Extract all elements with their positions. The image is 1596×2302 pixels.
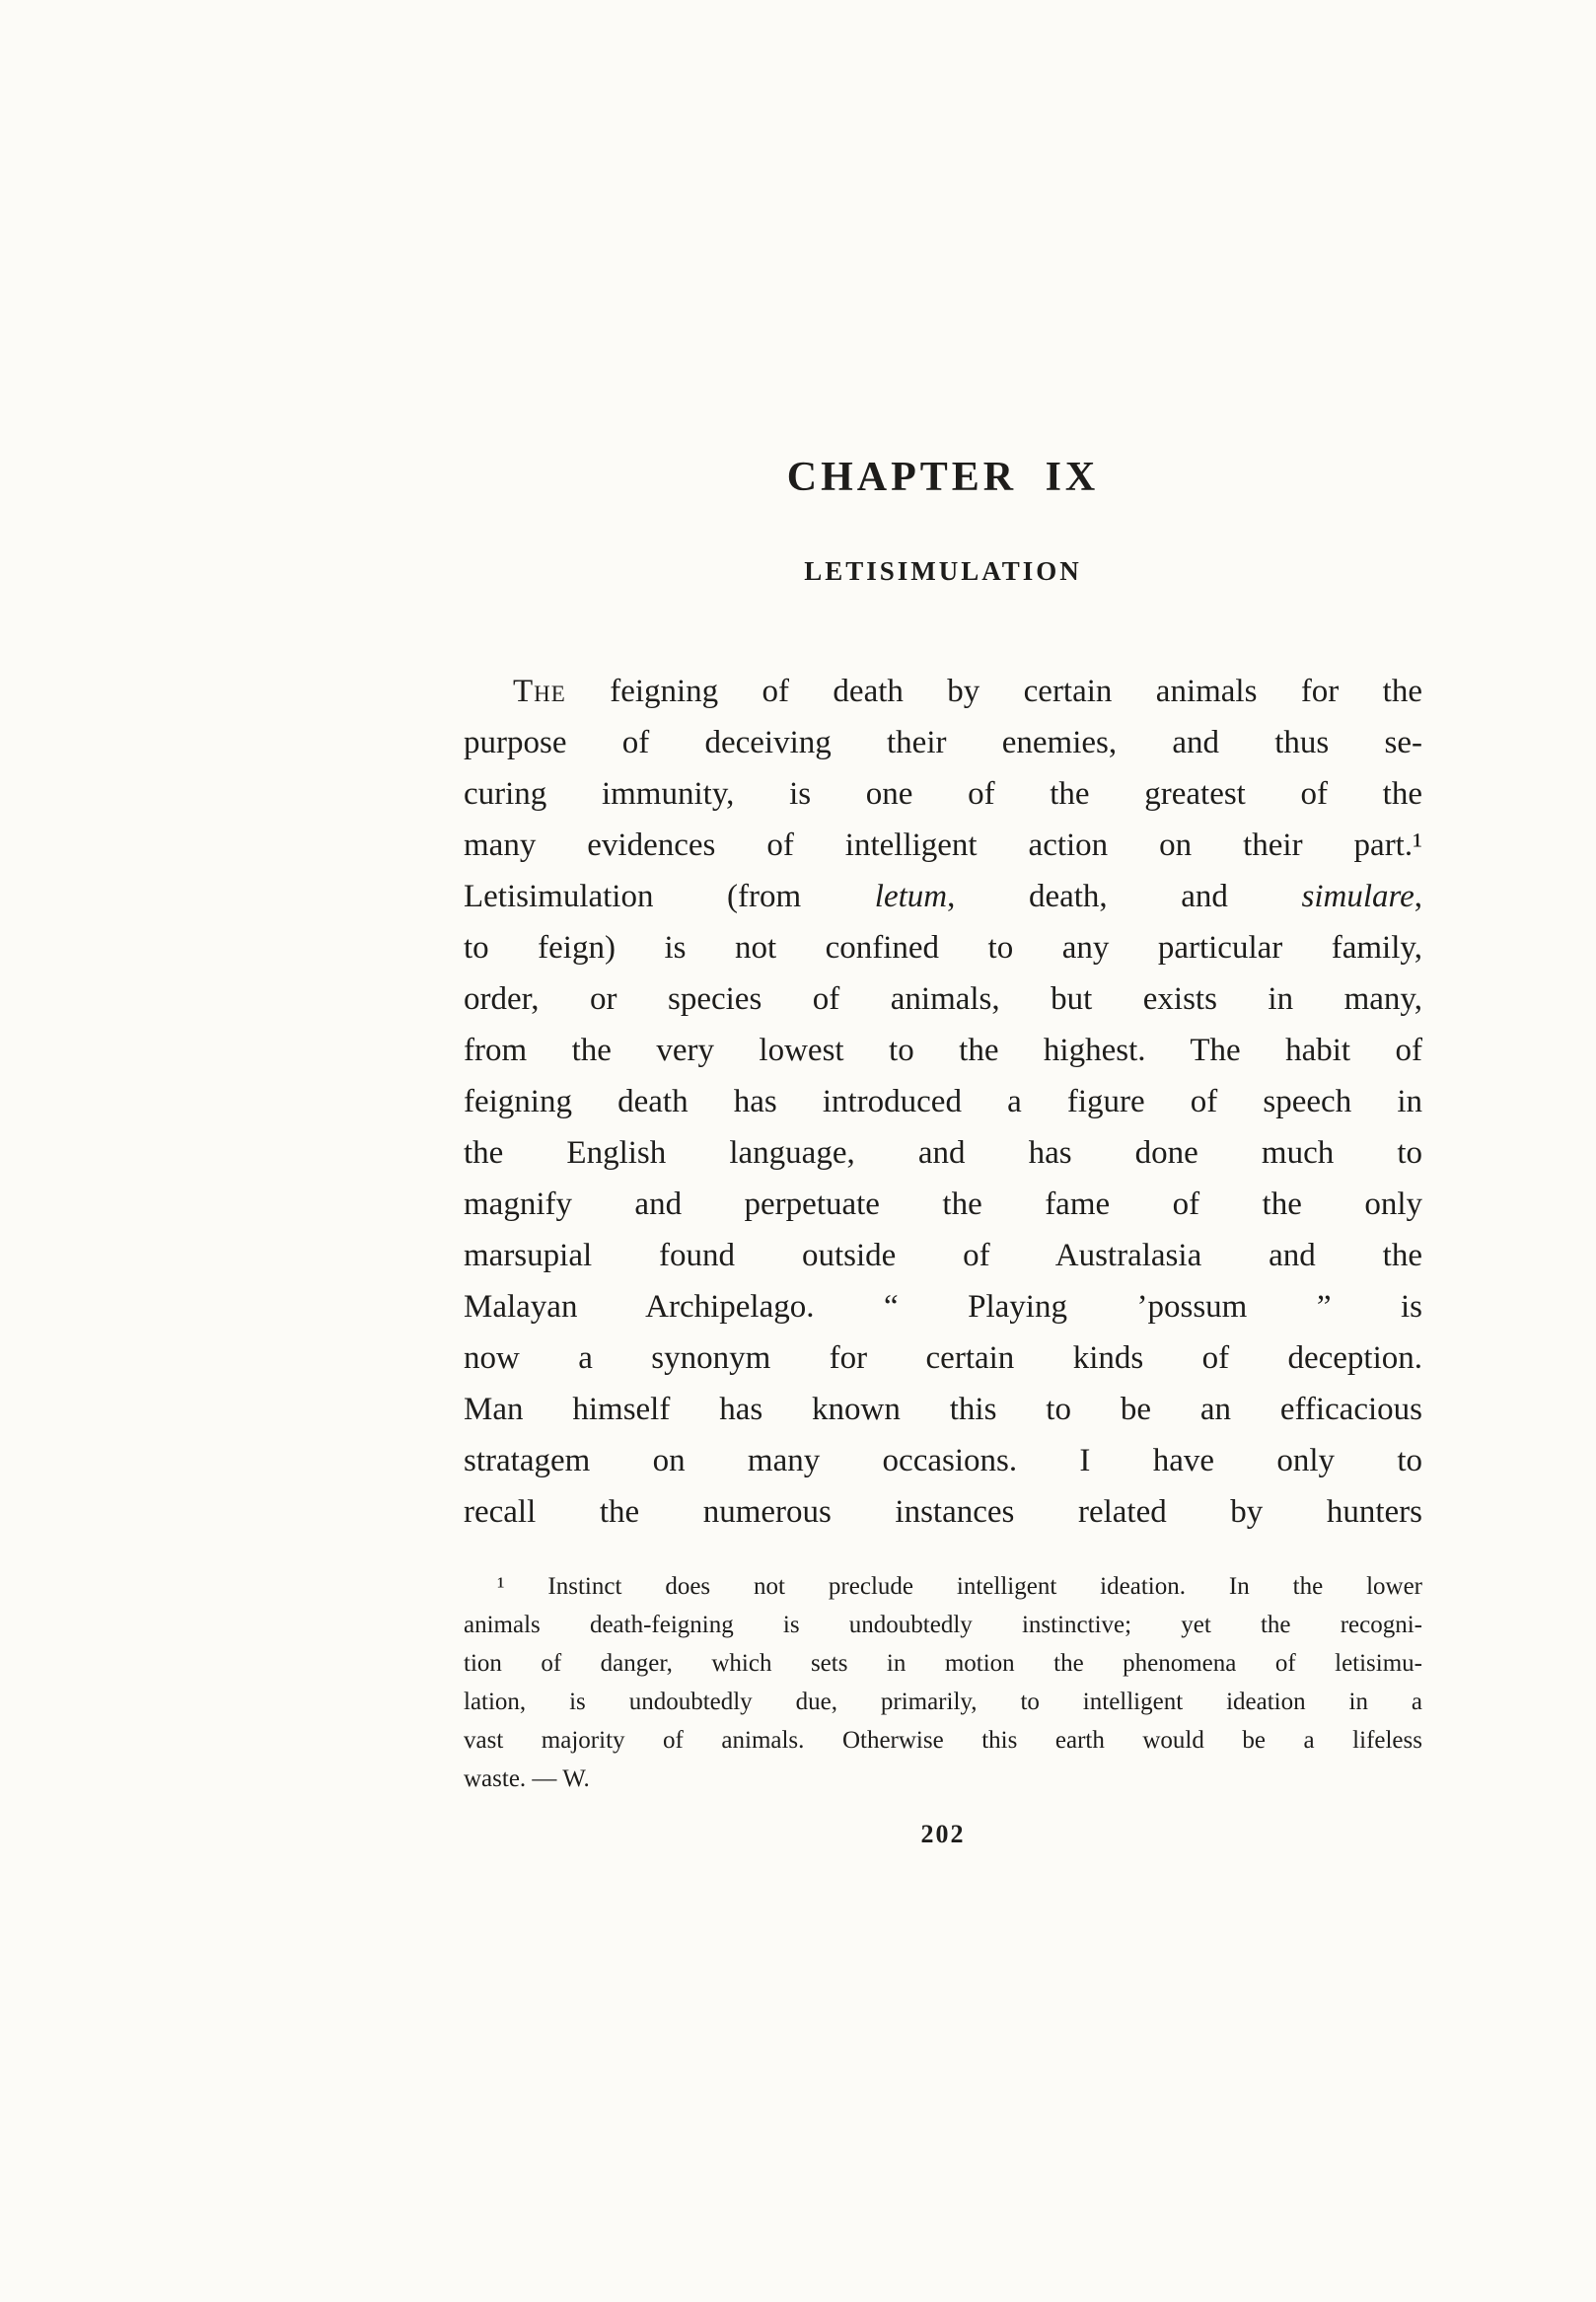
body-line-text: , [1414, 879, 1423, 914]
body-line: Malayan Archipelago. “ Playing ’possum ” is [464, 1289, 1422, 1325]
body-line: purpose of deceiving their enemies, and thus se- [464, 725, 1422, 760]
footnote-line: animals death-feigning is undoubtedly instinctive; yet the recogni- [464, 1612, 1422, 1638]
footnote-line: vast majority of animals. Otherwise this earth would be a lifeless [464, 1727, 1422, 1754]
body-line: recall the numerous instances related by hunters [464, 1494, 1422, 1530]
body-line [464, 666, 1422, 717]
body-paragraph [464, 666, 1422, 1538]
footnote-line: waste. — W. [464, 1765, 590, 1792]
section-heading: LETISIMULATION [804, 556, 1082, 586]
body-line: feigning death has introduced a figure of speech in [464, 1084, 1422, 1119]
body-line-text: , death, and [947, 879, 1302, 914]
footnote-line: tion of danger, which sets in motion the phenomena of letisimu- [464, 1650, 1422, 1677]
footnote-line: ¹ Instinct does not preclude intelligent ideation. In the lower [497, 1573, 1422, 1600]
italic-term: letum [874, 879, 948, 914]
content-column [464, 0, 1422, 1849]
body-line: from the very lowest to the highest. The habit of [464, 1033, 1422, 1068]
body-line: curing immunity, is one of the greatest of the [464, 776, 1422, 812]
body-line [464, 871, 1422, 922]
italic-term: simulare [1301, 879, 1415, 914]
body-line-text: feigning of death by certain animals for the [565, 674, 1422, 709]
body-line: to feign) is not confined to any particular family, [464, 930, 1422, 966]
body-line: magnify and perpetuate the fame of the only [464, 1187, 1422, 1222]
smallcaps-lead-word: The [513, 674, 566, 709]
chapter-heading: CHAPTER IX [786, 455, 1100, 500]
body-line-text: Letisimulation (from [464, 879, 875, 914]
body-line: marsupial found outside of Australasia and the [464, 1238, 1422, 1273]
body-line: order, or species of animals, but exists in many, [464, 981, 1422, 1017]
footnote-line: lation, is undoubtedly due, primarily, to intelligent ideation in a [464, 1689, 1422, 1715]
body-line: many evidences of intelligent action on their part.¹ [464, 827, 1422, 863]
body-line: now a synonym for certain kinds of deception. [464, 1340, 1422, 1376]
body-line: the English language, and has done much to [464, 1135, 1422, 1171]
footnote [464, 1567, 1422, 1798]
body-line: Man himself has known this to be an efficacious [464, 1392, 1422, 1427]
body-line: stratagem on many occasions. I have only to [464, 1443, 1422, 1478]
page-number: 202 [920, 1820, 966, 1848]
